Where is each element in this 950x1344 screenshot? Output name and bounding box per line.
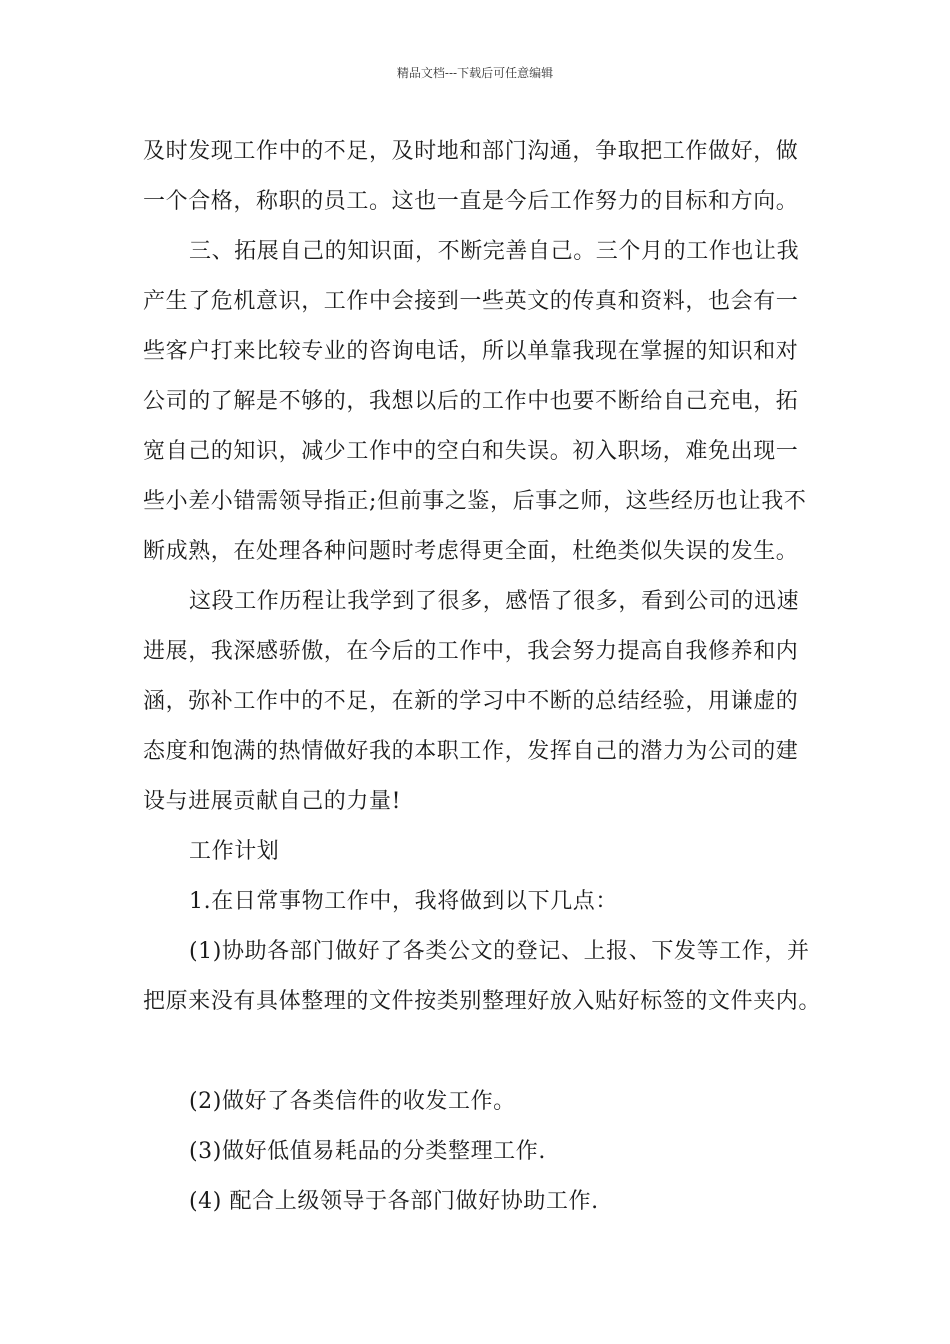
text-line: 1.在日常事物工作中，我将做到以下几点： — [189, 889, 618, 914]
text-line: 公司的了解是不够的，我想以后的工作中也要不断给自己充电，拓 — [143, 389, 799, 414]
text-line: (1)协助各部门做好了各类公文的登记、上报、下发等工作，并 — [189, 939, 810, 964]
text-line: 设与进展贡献自己的力量! — [143, 789, 402, 814]
text-line: 些小差小错需领导指正;但前事之鉴，后事之师，这些经历也让我不 — [143, 489, 807, 514]
text-line: 断成熟，在处理各种问题时考虑得更全面，杜绝类似失误的发生。 — [143, 539, 799, 564]
text-line: 这段工作历程让我学到了很多，感悟了很多，看到公司的迅速 — [189, 589, 800, 614]
text-line: 涵，弥补工作中的不足，在新的学习中不断的总结经验，用谦虚的 — [143, 689, 799, 714]
text-line: 宽自己的知识，减少工作中的空白和失误。初入职场，难免出现一 — [143, 439, 799, 464]
text-line: 及时发现工作中的不足，及时地和部门沟通，争取把工作做好，做 — [143, 139, 799, 164]
text-line: 一个合格，称职的员工。这也一直是今后工作努力的目标和方向。 — [143, 189, 799, 214]
document-body — [143, 127, 823, 1227]
text-line: (4) 配合上级领导于各部门做好协助工作. — [189, 1189, 599, 1214]
text-line: 三、拓展自己的知识面，不断完善自己。三个月的工作也让我 — [189, 239, 800, 264]
section-heading: 工作计划 — [189, 839, 280, 864]
page-header: 精品文档---下载后可任意编辑 — [396, 66, 554, 80]
text-line: 产生了危机意识，工作中会接到一些英文的传真和资料，也会有一 — [143, 289, 799, 314]
text-line: 把原来没有具体整理的文件按类别整理好放入贴好标签的文件夹内。 — [143, 989, 822, 1014]
text-line: 些客户打来比较专业的咨询电话，所以单靠我现在掌握的知识和对 — [143, 339, 799, 364]
text-line: 态度和饱满的热情做好我的本职工作，发挥自己的潜力为公司的建 — [143, 739, 799, 764]
text-line: 进展，我深感骄傲，在今后的工作中，我会努力提高自我修养和内 — [143, 639, 799, 664]
text-line: (3)做好低值易耗品的分类整理工作. — [189, 1139, 546, 1164]
blank-line — [143, 1027, 823, 1077]
text-line: (2)做好了各类信件的收发工作。 — [189, 1089, 516, 1114]
